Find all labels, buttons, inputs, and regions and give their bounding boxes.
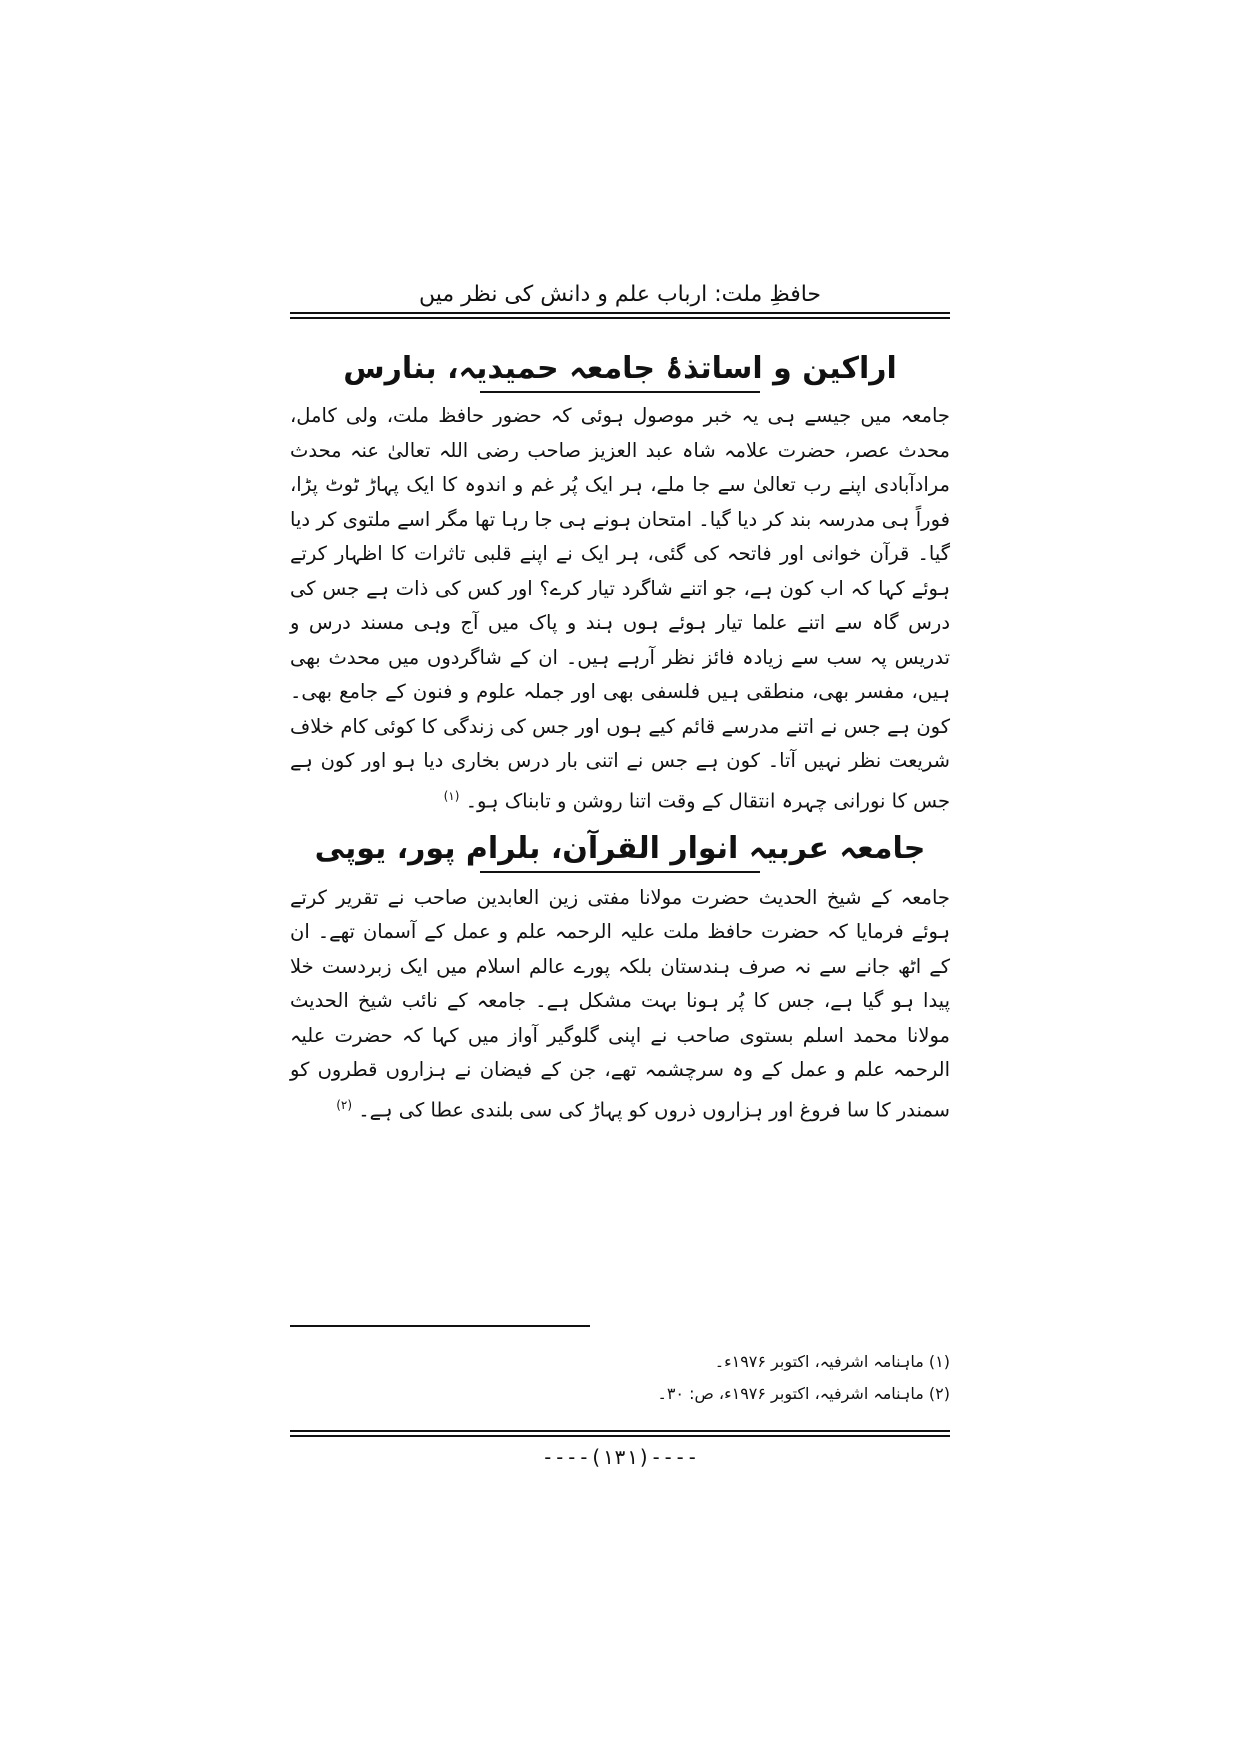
footnote-reference[interactable]: (۲) [336,1097,353,1112]
paragraph-text: جامعہ میں جیسے ہی یہ خبر موصول ہوئی کہ حضور حافظ ملت، ولی کامل، محدث عصر، حضرت علامہ شاہ عبد العزیز صاحب رضی اللہ تعالیٰ عنہ محدث مرادآبادی اپنے رب تعالیٰ سے جا ملے، ہر ایک پُر غم و اندوہ کا ایک پہاڑ ٹوٹ پڑا، فوراً ہی مدرسہ بند کر دیا گیا۔ امتحان ہونے ہی جا رہا تھا مگر اسے ملتوی کر دیا گیا۔ قرآن خوانی اور فاتحہ کی گئی، ہر ایک نے اپنے قلبی تاثرات کا اظہار کرتے ہوئے کہا کہ اب کون ہے، جو اتنے شاگرد تیار کرے؟ اور کس کی ذات ہے جس کی درس گاہ سے اتنے علما تیار ہوئے ہوں ہند و پاک میں آج وہی مسند درس و تدریس پہ سب سے زیادہ فائز نظر آرہے ہیں۔ ان کے شاگردوں میں محدث بھی ہیں، مفسر بھی، منطقی ہیں فلسفی بھی اور جملہ علوم و فنون کے جامع بھی۔ کون ہے جس نے اتنے مدرسے قائم کیے ہوں اور جس کی زندگی کا کوئی کام خلاف شریعت نظر نہیں آتا۔ کون ہے جس نے اتنی بار درس بخاری دیا ہو اور کون ہے جس کا نورانی چہرہ انتقال کے وقت اتنا روشن و تابناک ہو۔ [290,404,950,812]
footer-rule-top [290,1430,950,1432]
section-2 [290,829,950,1128]
title-underline [480,871,760,873]
footnote: (۲) ماہنامہ اشرفیہ، اکتوبر ۱۹۷۶ء، ص: ۳۰۔ [657,1384,950,1403]
footnote: (۱) ماہنامہ اشرفیہ، اکتوبر ۱۹۷۶ء۔ [714,1352,950,1371]
section-title: جامعہ عربیہ انوار القرآن، بلرام پور، یوپی [314,830,926,866]
footer-rule-bottom [290,1435,950,1437]
book-page [290,280,950,1469]
running-head: حافظِ ملت: ارباب علم و دانش کی نظر میں [418,282,822,307]
paragraph-text: جامعہ کے شیخ الحدیث حضرت مولانا مفتی زین العابدین صاحب نے تقریر کرتے ہوئے فرمایا کہ حضرت حافظ ملت علیہ الرحمہ علم و عمل کے آسمان تھے۔ ان کے اٹھ جانے سے نہ صرف ہندستان بلکہ پورے عالم اسلام میں ایک زبردست خلا پیدا ہو گیا ہے، جس کا پُر ہونا بہت مشکل ہے۔ جامعہ کے نائب شیخ الحدیث مولانا محمد اسلم بستوی صاحب نے اپنی گلوگیر آواز میں کہا کہ حضرت علیہ الرحمہ علم و عمل کے وہ سرچشمہ تھے، جن کے فیضان نے ہزاروں قطروں کو سمندر کا سا فروغ اور ہزاروں ذروں کو پہاڑ کی سی بلندی عطا کی ہے۔ [290,885,950,1121]
footnote-reference[interactable]: (۱) [443,788,460,803]
header-rule-top [290,312,950,314]
page-number: ----(۱۳۱)---- [541,1445,699,1469]
footnotes [290,1346,950,1410]
section-title: اراکین و اساتذۂ جامعہ حمیدیہ، بنارس [343,351,897,386]
header-rule-bottom [290,317,950,319]
footnote-separator [290,1325,590,1327]
title-underline [480,391,760,393]
section-1 [290,349,950,819]
paragraph [290,399,950,819]
paragraph [290,881,950,1128]
